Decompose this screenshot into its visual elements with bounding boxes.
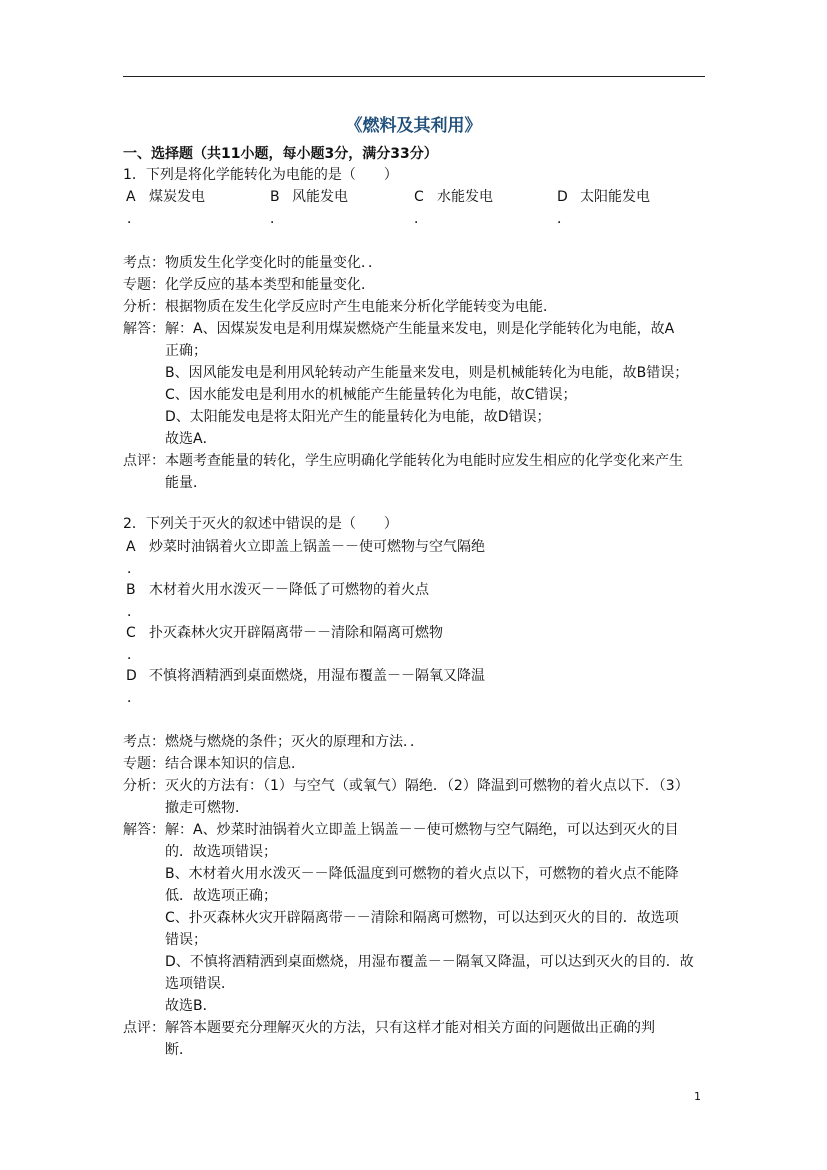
q1-fenxi-label: 分析： <box>123 299 165 315</box>
q1-kaodian: 物质发生化学变化时的能量变化．． <box>165 255 382 271</box>
q2-option-b-text: 木材着火用水泼灭－－降低了可燃物的着火点 <box>149 582 429 598</box>
q2-option-b-letter: B <box>126 582 136 598</box>
q2-fenxi-line: 灭火的方法有：（1）与空气（或氧气）隔绝．（2）降温到可燃物的着火点以下．（3） <box>165 778 689 794</box>
q2-jieda-line: 故选B． <box>165 998 217 1014</box>
q2-jieda-line: 解：A、炒菜时油锅着火立即盖上锅盖－－使可燃物与空气隔绝，可以达到灭火的目 <box>165 822 679 838</box>
q2-option-c-letter: C <box>126 625 136 641</box>
q2-kaodian: 燃烧与燃烧的条件；灭火的原理和方法．． <box>165 734 424 750</box>
q2-zhuanti: 结合课本知识的信息． <box>165 756 305 772</box>
q1-jieda-label: 解答： <box>123 321 165 337</box>
q1-jieda-line: 正确； <box>165 343 207 359</box>
q2-jieda-line: 选项错误． <box>165 976 235 992</box>
q2-fenxi-label: 分析： <box>123 778 165 794</box>
q2-jieda-line: 的．故选项错误； <box>165 844 277 860</box>
option-dot: ． <box>127 690 141 706</box>
q2-dianping-label: 点评： <box>123 1020 165 1036</box>
q2-option-d-letter: D <box>126 668 137 684</box>
q1-jieda-line: B、因风能发电是利用风轮转动产生能量来发电，则是机械能转化为电能，故B错误； <box>165 365 689 381</box>
header-rule <box>123 76 705 77</box>
q1-jieda-line: 解：A、因煤炭发电是利用煤炭燃烧产生能量来发电，则是化学能转化为电能，故A <box>165 321 675 337</box>
q2-fenxi-line: 撤走可燃物． <box>165 800 249 816</box>
q1-kaodian-label: 考点： <box>123 255 165 271</box>
option-dot: ． <box>557 211 571 227</box>
option-dot: ． <box>127 647 141 663</box>
page-title: 《燃料及其利用》 <box>345 116 482 136</box>
q1-option-a-letter: A <box>126 189 136 205</box>
q1-jieda-line: D、太阳能发电是将太阳光产生的能量转化为电能，故D错误； <box>165 409 551 425</box>
q1-dianping-label: 点评： <box>123 453 165 469</box>
q1-zhuanti-label: 专题： <box>123 277 165 293</box>
q2-option-a-text: 炒菜时油锅着火立即盖上锅盖－－使可燃物与空气隔绝 <box>149 539 485 555</box>
q1-jieda-line: C、因水能发电是利用水的机械能产生能量转化为电能，故C错误； <box>165 387 577 403</box>
option-dot: ． <box>127 604 141 620</box>
q2-jieda-line: D、不慎将酒精洒到桌面燃烧，用湿布覆盖－－隔氧又降温，可以达到灭火的目的．故 <box>165 954 694 970</box>
q2-jieda-line: 低．故选项正确； <box>165 888 277 904</box>
option-dot: ． <box>127 561 141 577</box>
section-heading: 一、选择题（共11小题，每小题3分，满分33分） <box>123 146 438 162</box>
q2-stem: 2．下列关于灭火的叙述中错误的是（ ） <box>123 516 398 532</box>
q1-option-b-text: 风能发电 <box>292 189 348 205</box>
q2-option-d-text: 不慎将酒精洒到桌面燃烧，用湿布覆盖－－隔氧又降温 <box>149 668 485 684</box>
q1-dianping-line: 能量． <box>165 475 207 491</box>
q2-jieda-label: 解答： <box>123 822 165 838</box>
option-dot: ． <box>127 211 141 227</box>
q1-option-c-letter: C <box>414 189 424 205</box>
q2-kaodian-label: 考点： <box>123 734 165 750</box>
q1-jieda-line: 故选A． <box>165 431 217 447</box>
q2-zhuanti-label: 专题： <box>123 756 165 772</box>
q1-option-d-text: 太阳能发电 <box>580 189 650 205</box>
q2-jieda-line: 错误； <box>165 932 207 948</box>
q2-dianping-line: 断． <box>165 1042 193 1058</box>
q2-dianping-line: 解答本题要充分理解灭火的方法，只有这样才能对相关方面的问题做出正确的判 <box>165 1020 655 1036</box>
q1-option-a-text: 煤炭发电 <box>149 189 205 205</box>
page-number: 1 <box>694 1090 701 1103</box>
q1-dianping-line: 本题考查能量的转化，学生应明确化学能转化为电能时应发生相应的化学变化来产生 <box>165 453 683 469</box>
q1-zhuanti: 化学反应的基本类型和能量变化． <box>165 277 375 293</box>
q1-stem: 1．下列是将化学能转化为电能的是（ ） <box>123 167 398 183</box>
q2-option-a-letter: A <box>126 539 136 555</box>
q2-jieda-line: C、扑灭森林火灾开辟隔离带－－清除和隔离可燃物，可以达到灭火的目的．故选项 <box>165 910 679 926</box>
option-dot: ． <box>270 211 284 227</box>
q1-option-c-text: 水能发电 <box>437 189 493 205</box>
q2-jieda-line: B、木材着火用水泼灭－－降低温度到可燃物的着火点以下，可燃物的着火点不能降 <box>165 866 679 882</box>
q1-fenxi: 根据物质在发生化学反应时产生电能来分析化学能转变为电能． <box>165 299 557 315</box>
option-dot: ． <box>414 211 428 227</box>
q1-option-b-letter: B <box>270 189 280 205</box>
q2-option-c-text: 扑灭森林火灾开辟隔离带－－清除和隔离可燃物 <box>149 625 443 641</box>
q1-option-d-letter: D <box>557 189 568 205</box>
